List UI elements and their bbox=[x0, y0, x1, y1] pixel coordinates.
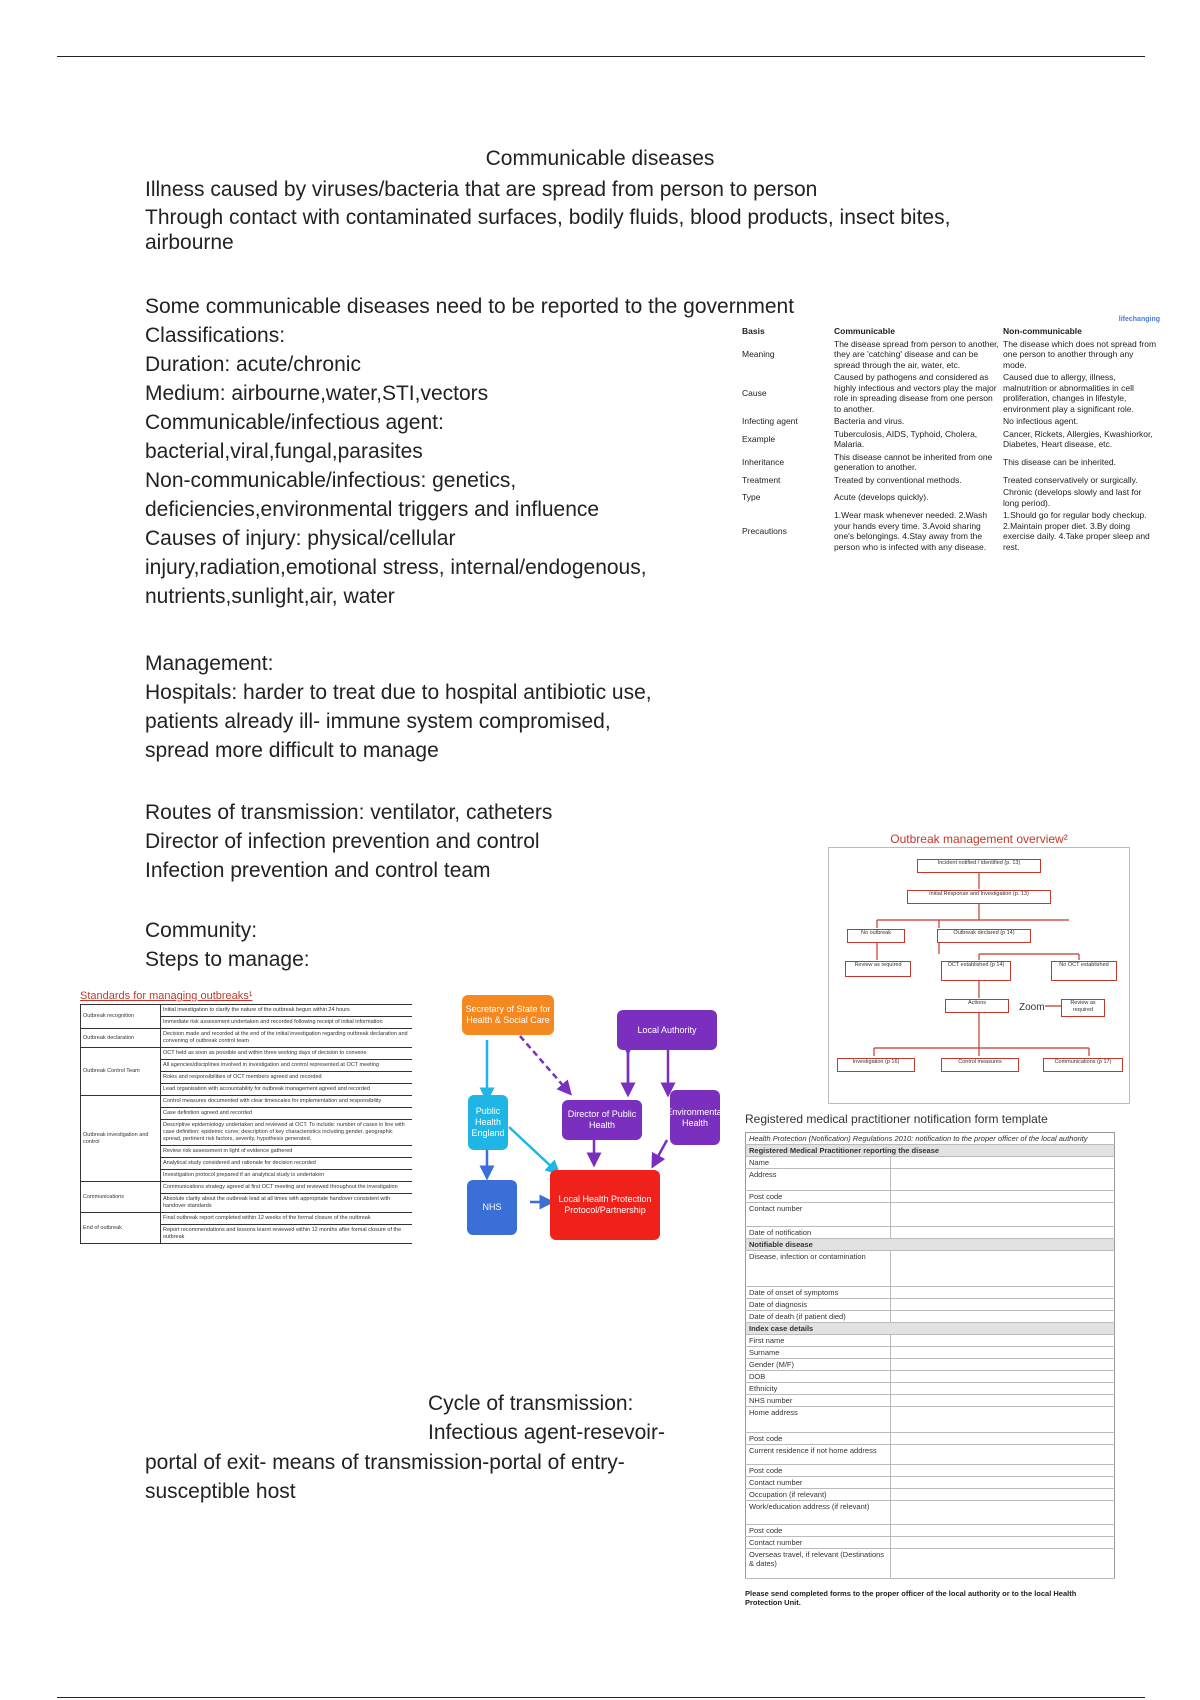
group-cell: Outbreak declaration bbox=[81, 1029, 161, 1048]
table-row bbox=[746, 1407, 1115, 1433]
text-line: Community: bbox=[145, 919, 258, 942]
form-intro: Health Protection (Notification) Regulations 2010: notification to the proper officer of the local authority bbox=[746, 1133, 1115, 1145]
cell: Communications strategy agreed at first OCT meeting and reviewed throughout the investigation bbox=[161, 1182, 413, 1194]
diagram-title: Outbreak management overview² bbox=[890, 832, 1068, 846]
table-row bbox=[740, 338, 1160, 372]
table-row bbox=[81, 1048, 413, 1060]
text-line: Routes of transmission: ventilator, catheters bbox=[145, 801, 553, 824]
field-value bbox=[891, 1311, 1115, 1323]
text-line: Infectious agent-resevoir- bbox=[428, 1421, 665, 1444]
field-label: DOB bbox=[746, 1371, 891, 1383]
routes-paragraph bbox=[145, 798, 552, 885]
group-cell: Communications bbox=[81, 1182, 161, 1213]
table-row bbox=[746, 1157, 1115, 1169]
cell: Lead organisation with accountability for outbreak management agreed and recorded bbox=[161, 1084, 413, 1096]
field-value bbox=[891, 1445, 1115, 1465]
flow-box-outbreak-declared: Outbreak declared (p 14) bbox=[937, 929, 1031, 943]
cell: Investigation protocol prepared if an analytical study is undertaken bbox=[161, 1170, 413, 1182]
cell: Report recommendations and lessons learnt reviewed within 12 months after formal closure of the outbreak bbox=[161, 1225, 413, 1244]
field-value bbox=[891, 1407, 1115, 1433]
text-line: nutrients,sunlight,air, water bbox=[145, 585, 395, 608]
text-line: deficiencies,environmental triggers and influence bbox=[145, 498, 600, 521]
cell: Immediate risk assessment undertaken and recorded following receipt of initial information bbox=[161, 1017, 413, 1029]
field-value bbox=[891, 1191, 1115, 1203]
table-row bbox=[740, 415, 1160, 428]
org-node-nhs: NHS bbox=[467, 1180, 517, 1235]
field-label: Post code bbox=[746, 1433, 891, 1445]
field-value bbox=[891, 1537, 1115, 1549]
zoom-label[interactable]: Zoom bbox=[1019, 1002, 1045, 1013]
text-line: Classifications: bbox=[145, 324, 286, 347]
cell: 1.Should go for regular body checkup. 2.Maintain proper diet. 3.By doing exercise daily. 4.Take proper sleep and rest. bbox=[1003, 510, 1150, 552]
field-value bbox=[891, 1501, 1115, 1525]
cell: Control measures documented with clear timescales for implementation and responsibility bbox=[161, 1096, 413, 1108]
table-row bbox=[81, 1029, 413, 1048]
table-row bbox=[746, 1227, 1115, 1239]
field-value bbox=[891, 1371, 1115, 1383]
bottom-rule bbox=[57, 1697, 1145, 1698]
table-row bbox=[81, 1182, 413, 1194]
text-line: Causes of injury: physical/cellular bbox=[145, 527, 456, 550]
table-header-row bbox=[740, 325, 1160, 338]
field-label: Post code bbox=[746, 1191, 891, 1203]
community-paragraph bbox=[145, 916, 310, 974]
text-line: Management: bbox=[145, 652, 274, 675]
table-row bbox=[746, 1191, 1115, 1203]
cell: Initial investigation to clarify the nature of the outbreak begun within 24 hours bbox=[161, 1005, 413, 1017]
flow-box-review-2: Review as required bbox=[1061, 999, 1105, 1017]
table-row bbox=[740, 474, 1160, 487]
table-row bbox=[81, 1096, 413, 1108]
table-row bbox=[746, 1477, 1115, 1489]
notification-form bbox=[745, 1112, 1115, 1607]
text-line: Infection prevention and control team bbox=[145, 859, 491, 882]
flow-box-incident: Incident notified / identified (p. 13) bbox=[917, 859, 1041, 873]
cell: Infecting agent bbox=[742, 416, 798, 426]
text-line: patients already ill- immune system compromised, bbox=[145, 710, 611, 733]
form-footer: Please send completed forms to the proper officer of the local authority or to the local Health Protection Unit. bbox=[745, 1589, 1077, 1607]
table-row bbox=[746, 1537, 1115, 1549]
standards-table bbox=[80, 990, 412, 1244]
table-row bbox=[746, 1323, 1115, 1335]
text-line: Communicable/infectious agent: bbox=[145, 411, 444, 434]
cell: Cause bbox=[742, 387, 767, 398]
text-line: Director of infection prevention and control bbox=[145, 830, 540, 853]
field-label: Home address bbox=[746, 1407, 891, 1433]
organisation-chart bbox=[455, 990, 730, 1245]
flow-box-no-outbreak: No outbreak bbox=[847, 929, 905, 943]
flow-box-review: Review as required bbox=[845, 961, 911, 977]
org-node-env-health: Environmental Health bbox=[670, 1090, 720, 1145]
field-label: Date of notification bbox=[746, 1227, 891, 1239]
field-value bbox=[891, 1525, 1115, 1537]
field-value bbox=[891, 1359, 1115, 1371]
org-node-director: Director of Public Health bbox=[562, 1100, 642, 1140]
text-line: spread more difficult to manage bbox=[145, 739, 439, 762]
field-value bbox=[891, 1169, 1115, 1191]
table-row bbox=[746, 1287, 1115, 1299]
group-cell: Outbreak recognition bbox=[81, 1005, 161, 1029]
flow-box-oct-established: OCT established (p 14) bbox=[941, 961, 1011, 981]
cycle-continuation bbox=[145, 1448, 625, 1506]
field-value bbox=[891, 1395, 1115, 1407]
field-value bbox=[891, 1433, 1115, 1445]
table-row bbox=[746, 1549, 1115, 1579]
classification-paragraph bbox=[145, 292, 794, 611]
cycle-paragraph bbox=[428, 1389, 665, 1447]
group-cell: Outbreak investigation and control bbox=[81, 1096, 161, 1182]
field-label: Contact number bbox=[746, 1477, 891, 1489]
cell: 1.Wear mask whenever needed. 2.Wash your hands every time. 3.Avoid sharing one's belongings. 4.Stay away from the person who is infected with any disease. bbox=[834, 510, 988, 552]
table-row bbox=[746, 1299, 1115, 1311]
flow-box-actions: Actions bbox=[945, 999, 1009, 1013]
field-label: Occupation (if relevant) bbox=[746, 1489, 891, 1501]
field-label: Work/education address (if relevant) bbox=[746, 1501, 891, 1525]
table-row bbox=[740, 451, 1160, 474]
text-line: Steps to manage: bbox=[145, 948, 310, 971]
cell: The disease spread from person to another, they are 'catching' disease and can be spread through the air, water, etc. bbox=[834, 338, 999, 370]
cell: Review risk assessment in light of evidence gathered bbox=[161, 1146, 413, 1158]
section-header: Index case details bbox=[746, 1323, 1115, 1335]
diagram-frame bbox=[828, 847, 1130, 1104]
standards-title: Standards for managing outbreaks¹ bbox=[80, 990, 253, 1002]
table-row bbox=[746, 1395, 1115, 1407]
table-row bbox=[740, 428, 1160, 451]
cell: The disease which does not spread from one person to another through any mode. bbox=[1003, 338, 1157, 370]
cell: Final outbreak report completed within 12 weeks of the formal closure of the outbreak bbox=[161, 1213, 413, 1225]
field-label: Disease, infection or contamination bbox=[746, 1251, 891, 1287]
org-node-phe: Public Health England bbox=[468, 1095, 508, 1150]
cell: Treatment bbox=[742, 474, 781, 485]
text-line: Cycle of transmission: bbox=[428, 1392, 634, 1415]
table-row bbox=[746, 1133, 1115, 1145]
table-row bbox=[746, 1383, 1115, 1395]
cell: This disease can be inherited. bbox=[1003, 456, 1116, 467]
table-row bbox=[740, 371, 1160, 415]
flow-box-initial-response: Initial Response and Investigation (p. 13) bbox=[907, 890, 1051, 904]
outbreak-overview-diagram bbox=[828, 832, 1130, 1104]
table-row bbox=[746, 1169, 1115, 1191]
table-row bbox=[746, 1359, 1115, 1371]
cell: Analytical study considered and rationale for decision recorded bbox=[161, 1158, 413, 1170]
table-row bbox=[746, 1145, 1115, 1157]
org-node-secretary: Secretary of State for Health & Social Care bbox=[462, 995, 554, 1035]
field-label: Overseas travel, if relevant (Destinations & dates) bbox=[746, 1549, 891, 1579]
field-label: Post code bbox=[746, 1525, 891, 1537]
table-row bbox=[81, 1213, 413, 1225]
cell: Chronic (develops slowly and last for long period). bbox=[1003, 487, 1142, 508]
cell: Caused due to allergy, illness, malnutrition or abnormalities in cell proliferation, changes in lifestyle, environment play a significant role. bbox=[1003, 372, 1134, 414]
flow-box-communications: Communications (p 17) bbox=[1043, 1058, 1123, 1072]
top-rule bbox=[57, 56, 1145, 57]
text-line: Hospitals: harder to treat due to hospital antibiotic use, bbox=[145, 681, 652, 704]
table-row bbox=[746, 1311, 1115, 1323]
field-label: Contact number bbox=[746, 1537, 891, 1549]
comparison-table bbox=[740, 316, 1160, 553]
table-row bbox=[746, 1465, 1115, 1477]
table-row bbox=[746, 1239, 1115, 1251]
table-row bbox=[746, 1489, 1115, 1501]
cell: Roles and responsibilities of OCT members agreed and recorded bbox=[161, 1072, 413, 1084]
cell: Case definition agreed and recorded bbox=[161, 1108, 413, 1120]
org-node-local-authority: Local Authority bbox=[617, 1010, 717, 1050]
header-cell: Basis bbox=[742, 326, 765, 336]
text-line: susceptible host bbox=[145, 1480, 296, 1503]
text-line: portal of exit- means of transmission-portal of entry- bbox=[145, 1451, 625, 1474]
field-value bbox=[891, 1203, 1115, 1227]
table-row bbox=[81, 1005, 413, 1017]
cell: Tuberculosis, AIDS, Typhoid, Cholera, Malaria. bbox=[834, 428, 978, 449]
cell: Acute (develops quickly). bbox=[834, 492, 929, 503]
field-value bbox=[891, 1383, 1115, 1395]
text-line: Through contact with contaminated surfaces, bodily fluids, blood products, insect bites, bbox=[145, 206, 951, 229]
table-row bbox=[746, 1371, 1115, 1383]
field-value bbox=[891, 1347, 1115, 1359]
cell: Treated conservatively or surgically. bbox=[1003, 474, 1138, 485]
header-cell: Communicable bbox=[834, 326, 895, 336]
cell: Absolute clarity about the outbreak lead at all times with appropriate handover consistent with handover standards bbox=[161, 1194, 413, 1213]
cell: Cancer, Rickets, Allergies, Kwashiorkor, Diabetes, Heart disease, etc. bbox=[1003, 428, 1153, 449]
field-label: Ethnicity bbox=[746, 1383, 891, 1395]
text-line: Illness caused by viruses/bacteria that are spread from person to person bbox=[145, 178, 818, 201]
field-value bbox=[891, 1287, 1115, 1299]
cell: Inheritance bbox=[742, 456, 785, 467]
field-value bbox=[891, 1465, 1115, 1477]
cell: OCT held as soon as possible and within three working days of decision to convene bbox=[161, 1048, 413, 1060]
table-row bbox=[740, 486, 1160, 509]
field-value bbox=[891, 1549, 1115, 1579]
cell: Bacteria and virus. bbox=[834, 416, 905, 426]
org-node-lhpp: Local Health Protection Protocol/Partnership bbox=[550, 1170, 660, 1240]
table-row bbox=[746, 1251, 1115, 1287]
table-row bbox=[746, 1433, 1115, 1445]
cell: Example bbox=[742, 433, 776, 444]
cell: Descriptive epidemiology undertaken and reviewed at OCT. To include: number of cases in line with case definition; epidemic curve; description of key characteristics including gender, geographic spread, pertinent risk factors, severity, hypothesis generated. bbox=[161, 1120, 413, 1146]
field-value bbox=[891, 1477, 1115, 1489]
cell: Decision made and recorded at the end of the initial investigation regarding outbreak declaration and convening of outbreak control team bbox=[161, 1029, 413, 1048]
table-row bbox=[746, 1347, 1115, 1359]
field-value bbox=[891, 1251, 1115, 1287]
section-header: Notifiable disease bbox=[746, 1239, 1115, 1251]
field-label: Date of death (if patient died) bbox=[746, 1311, 891, 1323]
source-logo: lifechanging bbox=[1118, 316, 1160, 323]
header-cell: Non-communicable bbox=[1003, 326, 1082, 336]
field-label: Gender (M/F) bbox=[746, 1359, 891, 1371]
field-label: Current residence if not home address bbox=[746, 1445, 891, 1465]
table-row bbox=[746, 1203, 1115, 1227]
field-value bbox=[891, 1157, 1115, 1169]
section-header: Registered Medical Practitioner reporting the disease bbox=[746, 1145, 1115, 1157]
field-label: First name bbox=[746, 1335, 891, 1347]
table-row bbox=[746, 1335, 1115, 1347]
text-line: injury,radiation,emotional stress, internal/endogenous, bbox=[145, 556, 647, 579]
flow-box-control-measures: Control measures bbox=[941, 1058, 1019, 1072]
table-row bbox=[746, 1525, 1115, 1537]
field-value bbox=[891, 1335, 1115, 1347]
text-line: Some communicable diseases need to be reported to the government bbox=[145, 295, 795, 318]
field-value bbox=[891, 1227, 1115, 1239]
field-label: NHS number bbox=[746, 1395, 891, 1407]
cell: All agencies/disciplines involved in investigation and control represented at OCT meeting bbox=[161, 1060, 413, 1072]
flow-box-investigation: Investigation (p 16) bbox=[837, 1058, 915, 1072]
text-line: bacterial,viral,fungal,parasites bbox=[145, 440, 423, 463]
field-label: Post code bbox=[746, 1465, 891, 1477]
intro-paragraph bbox=[145, 176, 950, 257]
field-label: Date of diagnosis bbox=[746, 1299, 891, 1311]
table-row bbox=[746, 1445, 1115, 1465]
management-paragraph bbox=[145, 649, 652, 765]
text-line: Medium: airbourne,water,STI,vectors bbox=[145, 382, 489, 405]
text-line: Duration: acute/chronic bbox=[145, 353, 361, 376]
text-line: Non-communicable/infectious: genetics, bbox=[145, 469, 517, 492]
cell: Treated by conventional methods. bbox=[834, 474, 962, 485]
cell: Type bbox=[742, 492, 761, 503]
cell: Meaning bbox=[742, 349, 775, 359]
cell: This disease cannot be inherited from one generation to another. bbox=[834, 451, 993, 472]
field-label: Date of onset of symptoms bbox=[746, 1287, 891, 1299]
field-value bbox=[891, 1489, 1115, 1501]
table-row bbox=[740, 509, 1160, 553]
field-label: Name bbox=[746, 1157, 891, 1169]
field-label: Address bbox=[746, 1169, 891, 1191]
cell: Precautions bbox=[742, 525, 787, 536]
form-title: Registered medical practitioner notification form template bbox=[745, 1112, 1048, 1126]
group-cell: Outbreak Control Team bbox=[81, 1048, 161, 1096]
group-cell: End of outbreak bbox=[81, 1213, 161, 1244]
table-row bbox=[746, 1501, 1115, 1525]
text-line: airbourne bbox=[145, 231, 234, 254]
cell: Caused by pathogens and considered as highly infectious and vectors play the major role in spreading disease from one person to another. bbox=[834, 372, 997, 414]
flow-box-no-oct: No OCT established bbox=[1051, 961, 1117, 981]
field-value bbox=[891, 1299, 1115, 1311]
page-title: Communicable diseases bbox=[485, 147, 715, 170]
field-label: Surname bbox=[746, 1347, 891, 1359]
cell: No infectious agent. bbox=[1003, 416, 1079, 426]
field-label: Contact number bbox=[746, 1203, 891, 1227]
